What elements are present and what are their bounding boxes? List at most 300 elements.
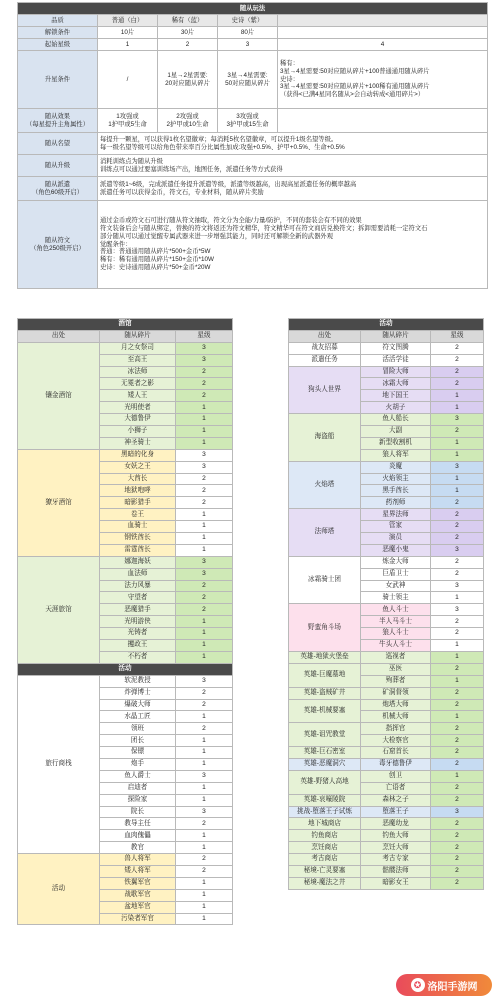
star-cell: 2 <box>431 342 484 354</box>
source-cell: 英雄-哀嚎陵院 <box>289 794 361 806</box>
piece-cell: 新型收割机 <box>361 437 431 449</box>
piece-cell: 领班 <box>100 723 176 735</box>
piece-cell: 恶魔幼龙 <box>361 818 431 830</box>
fame-label: 随从名望 <box>18 133 98 155</box>
star-cell: 2 <box>431 497 484 509</box>
piece-cell: 石窟首长 <box>361 747 431 759</box>
star-cell: 1 <box>176 747 233 759</box>
source-cell: 钓鱼商店 <box>289 830 361 842</box>
star-cell: 3 <box>176 461 233 473</box>
star-cell: 1 <box>176 544 233 556</box>
star-cell: 1 <box>176 913 233 925</box>
source-cell: 法师塔 <box>289 509 361 557</box>
column-header: 随从碎片 <box>361 330 431 342</box>
piece-cell: 守望者 <box>100 592 176 604</box>
star-cell: 2 <box>431 556 484 568</box>
star-cell: 2 <box>176 390 233 402</box>
table-row <box>289 699 484 711</box>
piece-cell: 恶魔猎手 <box>100 604 176 616</box>
star-cell: 1 <box>431 592 484 604</box>
table-row <box>289 747 484 759</box>
table-row <box>18 133 488 155</box>
table-row <box>289 806 484 818</box>
source-cell: 烹饪商店 <box>289 842 361 854</box>
source-cell: 旅行商栈 <box>18 675 100 853</box>
star-cell: 1 <box>176 889 233 901</box>
levelup-label: 随从升级 <box>18 155 98 177</box>
star-cell: 2 <box>176 865 233 877</box>
quality-cell: 品质 <box>18 15 98 27</box>
table-row <box>289 794 484 806</box>
star-cell: 1 <box>176 521 233 533</box>
star-cell: 1 <box>176 877 233 889</box>
piece-cell: 黑暗的化身 <box>100 449 176 461</box>
piece-cell: 血肉傀儡 <box>100 830 176 842</box>
piece-cell: 骑士领主 <box>361 592 431 604</box>
site-logo <box>396 974 492 996</box>
piece-cell: 半人马斗士 <box>361 616 431 628</box>
star-cell: 2 <box>176 818 233 830</box>
piece-cell: 毒牙德鲁伊 <box>361 758 431 770</box>
star-cell: 2 <box>176 473 233 485</box>
rune-label: 随从符文 （角色250级开启） <box>18 201 98 289</box>
piece-cell: 考古专家 <box>361 854 431 866</box>
piece-cell: 狼人将军 <box>361 449 431 461</box>
star-cell: 2 <box>176 723 233 735</box>
piece-cell: 无冕者之影 <box>100 378 176 390</box>
table-row <box>18 201 488 289</box>
piece-cell: 光明游侠 <box>100 616 176 628</box>
star-cell: 2 <box>431 818 484 830</box>
table-row <box>289 663 484 675</box>
fame-text: 每提升一颗星，可以获得1枚名望徽章；每消耗5枚名望徽章，可以提升1级名望等级。 每一级名望等级可以给角色带来率百分比属性加成:攻强+0.5%、护甲+0.5%、生命+0.5% <box>98 133 488 155</box>
piece-cell: 指挥官 <box>361 723 431 735</box>
upgrade-cell: 3星→4星需要: 50对应随从碎片 <box>218 51 278 109</box>
star-cell: 3 <box>176 342 233 354</box>
star-cell: 1 <box>176 842 233 854</box>
piece-cell: 药剂师 <box>361 497 431 509</box>
piece-cell: 保镖 <box>100 747 176 759</box>
star-cell: 2 <box>431 628 484 640</box>
source-cell: 英雄-盗贼矿井 <box>289 687 361 699</box>
star-cell: 2 <box>176 378 233 390</box>
upgrade-cell: 稀有： 3星→4星需要:50对应随从碎片+100普通通用随从碎片 史诗： 3星→4星需要:50对应随从碎片+100稀有通用随从碎片 （获得<已满4星同名随从>会自动转成<通用碎片>） <box>278 51 488 109</box>
piece-cell: 不朽者 <box>100 651 176 663</box>
table-row <box>289 687 484 699</box>
star-cell: 2 <box>431 426 484 438</box>
column-header: 随从碎片 <box>100 330 176 342</box>
star-cell: 2 <box>431 533 484 545</box>
rules-title: 随从玩法 <box>18 3 488 15</box>
star-cell: 2 <box>431 782 484 794</box>
star-cell: 1 <box>176 509 233 521</box>
star-cell: 2 <box>431 854 484 866</box>
activity-header: 活动 <box>289 319 484 331</box>
star-cell: 1 <box>431 485 484 497</box>
piece-cell: 活活学徒 <box>361 354 431 366</box>
table-row <box>18 109 488 133</box>
piece-cell: 炮塔大师 <box>361 699 431 711</box>
table-row <box>289 854 484 866</box>
star-cell: 2 <box>431 794 484 806</box>
table-row <box>18 675 233 687</box>
star-cell: 1 <box>176 794 233 806</box>
star-cell: 1 <box>176 901 233 913</box>
table-row <box>289 818 484 830</box>
star-cell: 1 <box>176 640 233 652</box>
star-cell: 2 <box>431 877 484 889</box>
table-row <box>289 366 484 378</box>
piece-cell: 软泥教授 <box>100 675 176 687</box>
unlock-cell: 10片 <box>98 27 158 39</box>
effect-label: 随从效果 （每星提升主角属性） <box>18 109 98 133</box>
table-row <box>289 461 484 473</box>
source-cell: 海盗船 <box>289 414 361 462</box>
start-star-cell: 4 <box>278 39 488 51</box>
source-cell: 英雄-巨石密室 <box>289 747 361 759</box>
star-cell: 1 <box>176 782 233 794</box>
source-cell: 考古商店 <box>289 854 361 866</box>
star-cell: 1 <box>176 533 233 545</box>
quality-cell: 史诗（紫） <box>218 15 278 27</box>
piece-cell: 矿洞督领 <box>361 687 431 699</box>
piece-cell: 鱼人爵士 <box>100 770 176 782</box>
piece-cell: 冰法师 <box>100 366 176 378</box>
levelup-text: 消耗训练点为随从升级 训练点可以通过要塞训练场产出，地图任务，派遣任务等方式获得 <box>98 155 488 177</box>
piece-cell: 小狮子 <box>100 426 176 438</box>
piece-cell: 爆破大师 <box>100 699 176 711</box>
source-cell: 地下城商店 <box>289 818 361 830</box>
piece-cell: 启迪者 <box>100 782 176 794</box>
star-cell: 2 <box>431 509 484 521</box>
piece-cell: 鱼人斗士 <box>361 604 431 616</box>
piece-cell: 巫医 <box>361 663 431 675</box>
start-star-cell: 3 <box>218 39 278 51</box>
star-cell: 2 <box>176 604 233 616</box>
piece-cell: 大酋长 <box>100 473 176 485</box>
piece-cell: 钢铁酋长 <box>100 533 176 545</box>
star-cell: 2 <box>431 723 484 735</box>
table-row <box>18 854 233 866</box>
piece-cell: 黑手酋长 <box>361 485 431 497</box>
star-cell: 2 <box>176 854 233 866</box>
star-cell: 3 <box>431 604 484 616</box>
star-cell: 1 <box>431 437 484 449</box>
piece-cell: 光铸者 <box>100 628 176 640</box>
piece-cell: 牛头人斗士 <box>361 640 431 652</box>
star-cell: 3 <box>176 354 233 366</box>
piece-cell: 烹饪大师 <box>361 842 431 854</box>
source-cell: 派遣任务 <box>289 354 361 366</box>
empty-cell <box>278 15 488 27</box>
star-cell: 2 <box>431 521 484 533</box>
piece-cell: 至高王 <box>100 354 176 366</box>
upgrade-cell: 1星→2星需要: 20对应随从碎片 <box>158 51 218 109</box>
star-cell: 3 <box>176 449 233 461</box>
star-cell: 2 <box>431 366 484 378</box>
star-cell: 2 <box>431 663 484 675</box>
piece-cell: 恶魔小鬼 <box>361 544 431 556</box>
table-row <box>18 330 233 342</box>
piece-cell: 暗影猎手 <box>100 497 176 509</box>
source-cell: 英雄-恶魔洞穴 <box>289 758 361 770</box>
piece-cell: 雷霆酋长 <box>100 544 176 556</box>
star-cell: 2 <box>176 699 233 711</box>
activity-table <box>288 318 484 890</box>
star-cell: 2 <box>176 485 233 497</box>
star-cell: 2 <box>431 699 484 711</box>
star-cell: 1 <box>431 651 484 663</box>
table-row <box>289 830 484 842</box>
piece-cell: 教官 <box>100 842 176 854</box>
source-cell: 英雄-地狱火堡垒 <box>289 651 361 663</box>
table-row <box>289 330 484 342</box>
piece-cell: 大副 <box>361 426 431 438</box>
piece-cell: 炸弹博士 <box>100 687 176 699</box>
table-row <box>289 842 484 854</box>
star-cell: 2 <box>176 580 233 592</box>
piece-cell: 骷髅法师 <box>361 865 431 877</box>
star-cell: 1 <box>431 449 484 461</box>
unlock-cell: 解锁条件 <box>18 27 98 39</box>
star-cell: 2 <box>431 842 484 854</box>
piece-cell: 攫政王 <box>100 640 176 652</box>
star-cell: 1 <box>176 830 233 842</box>
star-cell: 2 <box>431 568 484 580</box>
piece-cell: 鱼人船长 <box>361 414 431 426</box>
piece-cell: 地狱咆哮 <box>100 485 176 497</box>
star-cell: 2 <box>431 378 484 390</box>
piece-cell: 符文图腾 <box>361 342 431 354</box>
unlock-cell: 80片 <box>218 27 278 39</box>
piece-cell: 星界法师 <box>361 509 431 521</box>
table-row <box>289 414 484 426</box>
piece-cell: 炮手 <box>100 758 176 770</box>
piece-cell: 殉葬者 <box>361 675 431 687</box>
piece-cell: 盆地军官 <box>100 901 176 913</box>
column-header: 出处 <box>18 330 100 342</box>
source-cell: 英雄-诅咒教堂 <box>289 723 361 747</box>
effect-cell: 3攻强或 3护甲或15生命 <box>218 109 278 133</box>
piece-cell: 地下国王 <box>361 390 431 402</box>
table-row <box>18 449 233 461</box>
piece-cell: 演员 <box>361 533 431 545</box>
table-row <box>289 509 484 521</box>
star-cell: 1 <box>176 402 233 414</box>
dispatch-label: 随从派遣 （角色60级开启） <box>18 177 98 201</box>
piece-cell: 月之女祭司 <box>100 342 176 354</box>
source-cell: 野蛮角斗场 <box>289 604 361 652</box>
source-cell: 獠牙酒馆 <box>18 449 100 556</box>
star-cell: 3 <box>431 544 484 556</box>
star-cell: 1 <box>431 402 484 414</box>
source-cell: 英雄-机械要塞 <box>289 699 361 723</box>
piece-cell: 机械大师 <box>361 711 431 723</box>
piece-cell: 钓鱼大师 <box>361 830 431 842</box>
star-cell: 3 <box>176 568 233 580</box>
start-star-cell: 1 <box>98 39 158 51</box>
piece-cell: 森林之子 <box>361 794 431 806</box>
unlock-cell: 30片 <box>158 27 218 39</box>
piece-cell: 兽人将军 <box>100 854 176 866</box>
quality-cell: 稀有（蓝） <box>158 15 218 27</box>
star-cell: 1 <box>176 426 233 438</box>
rune-text: 通过金币或符文石可进行随从符文抽取，符文分为全能/力量/防护，不同的套装会有不同的效果 符文装备后会与随从绑定，替换的符文将返还为符文精华，符文精华可在符文商店兑换符文；拆卸需要消耗一定符文石 部分随从可以通过觉醒专属武器来进一步增强其能力，同时还可解锁全新的武器外观 觉醒条件： 普通：普通通用随从碎片*500+金币*5W 稀有：稀有通用随从碎片*150+金币*10W 史诗：史诗通用随从碎片*50+金币*20W <box>98 201 488 289</box>
table-row <box>289 342 484 354</box>
column-header: 星级 <box>431 330 484 342</box>
star-cell: 1 <box>176 651 233 663</box>
star-cell: 1 <box>176 616 233 628</box>
star-cell: 1 <box>176 414 233 426</box>
source-cell: 英雄-巨魔墓地 <box>289 663 361 687</box>
piece-cell: 管家 <box>361 521 431 533</box>
source-cell: 英雄-野猪人高地 <box>289 770 361 794</box>
dispatch-text: 派遣等级1~6级，完成派遣任务提升派遣等级，派遣等级越高，出现高星派遣任务的概率越高 派遣任务可以获得金币，符文石，专业材料，随从碎片奖励 <box>98 177 488 201</box>
star-cell: 3 <box>431 461 484 473</box>
tavern-header: 酒馆 <box>18 319 233 331</box>
piece-cell: 暗影女王 <box>361 877 431 889</box>
start-star-cell: 起始星级 <box>18 39 98 51</box>
star-cell: 3 <box>176 770 233 782</box>
empty-cell <box>278 27 488 39</box>
table-row <box>289 865 484 877</box>
star-cell: 2 <box>431 687 484 699</box>
piece-cell: 亡语者 <box>361 782 431 794</box>
column-header: 星级 <box>176 330 233 342</box>
start-star-cell: 2 <box>158 39 218 51</box>
piece-cell: 光明使者 <box>100 402 176 414</box>
star-cell: 1 <box>431 640 484 652</box>
star-cell: 1 <box>431 473 484 485</box>
column-header: 出处 <box>289 330 361 342</box>
star-cell: 2 <box>431 865 484 877</box>
source-cell: 镶金酒馆 <box>18 342 100 449</box>
star-cell: 1 <box>431 675 484 687</box>
source-cell: 火焰塔 <box>289 461 361 509</box>
logo-icon: ✪ <box>411 978 425 992</box>
star-cell: 3 <box>431 414 484 426</box>
star-cell: 3 <box>176 556 233 568</box>
source-cell: 秘境-亡灵要塞 <box>289 865 361 877</box>
effect-cell: 1攻强或 1护甲或5生命 <box>98 109 158 133</box>
piece-cell: 血骑士 <box>100 521 176 533</box>
piece-cell: 炎魔 <box>361 461 431 473</box>
piece-cell: 巡视者 <box>361 651 431 663</box>
piece-cell: 矮人将军 <box>100 865 176 877</box>
piece-cell: 探险家 <box>100 794 176 806</box>
source-cell: 战友招募 <box>289 342 361 354</box>
piece-cell: 狼人斗士 <box>361 628 431 640</box>
star-cell: 1 <box>176 437 233 449</box>
star-cell: 3 <box>176 806 233 818</box>
table-row <box>18 15 488 27</box>
star-cell: 3 <box>176 675 233 687</box>
table-row <box>18 27 488 39</box>
table-row <box>18 556 233 568</box>
effect-cell: 2攻强或 2护甲或10生命 <box>158 109 218 133</box>
source-cell: 天涯旅馆 <box>18 556 100 663</box>
piece-cell: 火焰领主 <box>361 473 431 485</box>
piece-cell: 教导主任 <box>100 818 176 830</box>
table-row <box>18 319 233 331</box>
piece-cell: 血法师 <box>100 568 176 580</box>
upgrade-label: 升星条件 <box>18 51 98 109</box>
table-row <box>18 342 233 354</box>
piece-cell: 娜迦海妖 <box>100 556 176 568</box>
star-cell: 2 <box>176 497 233 509</box>
piece-cell: 女武神 <box>361 580 431 592</box>
piece-cell: 巨盾卫士 <box>361 568 431 580</box>
star-cell: 2 <box>431 830 484 842</box>
activity-header: 活动 <box>18 663 233 675</box>
star-cell: 2 <box>176 592 233 604</box>
piece-cell: 火胡子 <box>361 402 431 414</box>
upgrade-cell: / <box>98 51 158 109</box>
piece-cell: 大德鲁伊 <box>100 414 176 426</box>
table-row <box>289 877 484 889</box>
star-cell: 2 <box>431 354 484 366</box>
source-cell: 秘境-魔法之井 <box>289 877 361 889</box>
star-cell: 1 <box>176 735 233 747</box>
piece-cell: 矮人王 <box>100 390 176 402</box>
table-row <box>18 177 488 201</box>
piece-cell: 院长 <box>100 806 176 818</box>
star-cell: 2 <box>176 366 233 378</box>
piece-cell: 法力风暴 <box>100 580 176 592</box>
table-row <box>18 155 488 177</box>
source-cell: 冰霜骑士团 <box>289 556 361 604</box>
table-row <box>289 723 484 735</box>
source-cell: 活动 <box>18 854 100 925</box>
empty-cell <box>278 109 488 133</box>
piece-cell: 堕落王子 <box>361 806 431 818</box>
source-cell: 狗头人世界 <box>289 366 361 414</box>
logo-text: 洛阳手游网 <box>427 981 478 993</box>
star-cell: 1 <box>176 758 233 770</box>
table-row <box>289 770 484 782</box>
star-cell: 3 <box>431 806 484 818</box>
table-row <box>18 3 488 15</box>
piece-cell: 冰霜大师 <box>361 378 431 390</box>
table-row <box>289 651 484 663</box>
star-cell: 2 <box>431 616 484 628</box>
table-row <box>18 39 488 51</box>
piece-cell: 污染者军官 <box>100 913 176 925</box>
piece-cell: 创卫 <box>361 770 431 782</box>
piece-cell: 大检察官 <box>361 735 431 747</box>
source-cell: 挑战-堕落王子试炼 <box>289 806 361 818</box>
piece-cell: 水晶工匠 <box>100 711 176 723</box>
star-cell: 2 <box>431 747 484 759</box>
star-cell: 2 <box>431 758 484 770</box>
table-row <box>18 663 233 675</box>
table-row <box>289 604 484 616</box>
piece-cell: 卷王 <box>100 509 176 521</box>
piece-cell: 冒险大师 <box>361 366 431 378</box>
piece-cell: 女妖之王 <box>100 461 176 473</box>
star-cell: 2 <box>431 735 484 747</box>
star-cell: 1 <box>431 770 484 782</box>
piece-cell: 神圣骑士 <box>100 437 176 449</box>
piece-cell: 团长 <box>100 735 176 747</box>
table-row <box>289 319 484 331</box>
rules-table <box>17 2 488 289</box>
table-row <box>289 556 484 568</box>
quality-cell: 普通（白） <box>98 15 158 27</box>
star-cell: 2 <box>176 687 233 699</box>
tavern-table <box>17 318 233 925</box>
piece-cell: 铁翼军官 <box>100 877 176 889</box>
